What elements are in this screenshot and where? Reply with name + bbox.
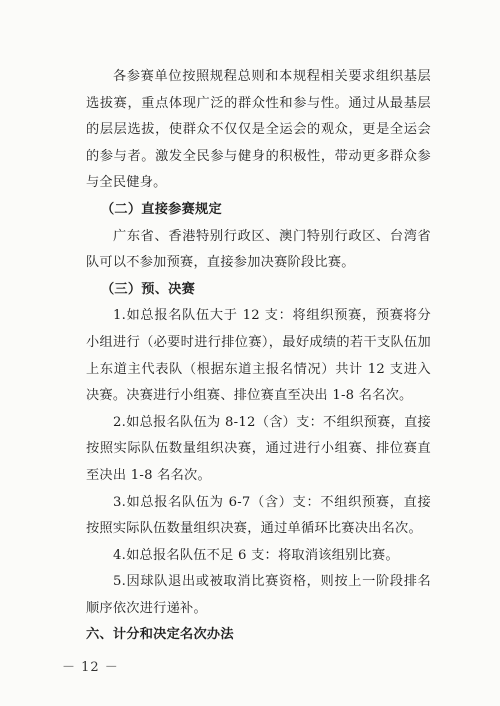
section-heading-scoring: 六、计分和决定名次办法 [86, 627, 234, 643]
paragraph-grassroots-selection: 各参赛单位按照规程总则和本规程相关要求组织基层选拔赛，重点体现广泛的群众性和参与性。通过从最基层的层层选拔，使群众不仅仅是全运会的观众，更是全运会的参与者。激发全民参与健身的积极性，带动更多群众参与全民健身。 [86, 69, 431, 191]
paragraph-rule-5: 5.因球队退出或被取消比赛资格，则按上一阶段排名顺序依次进行递补。 [86, 574, 431, 616]
heading-prelims-finals: （三）预、决赛 [101, 281, 196, 297]
page-number: － 12 － [62, 660, 119, 675]
heading-direct-entry: （二）直接参赛规定 [101, 201, 222, 217]
paragraph-rule-3: 3.如总报名队伍为 6-7（含）支：不组织预赛，直接按照实际队伍数量组织决赛，通过单循环比赛决出名次。 [86, 494, 431, 537]
paragraph-rule-1: 1.如总报名队伍大于 12 支：将组织预赛，预赛将分小组进行（必要时进行排位赛），最好成绩的若干支队伍加上东道主代表队（根据东道主报名情况）共计 12 支进入决赛。决赛进行小组赛、排位赛直至决出 1-8 名名次。 [86, 308, 431, 404]
paragraph-rule-2: 2.如总报名队伍为 8-12（含）支：不组织预赛，直接按照实际队伍数量组织决赛，通过进行小组赛、排位赛直至决出 1-8 名名次。 [86, 414, 431, 483]
paragraph-direct-entry: 广东省、香港特别行政区、澳门特别行政区、台湾省队可以不参加预赛，直接参加决赛阶段比赛。 [86, 228, 431, 271]
document-body [86, 64, 431, 649]
paragraph-rule-4: 4.如总报名队伍不足 6 支：将取消该组别比赛。 [113, 547, 399, 563]
